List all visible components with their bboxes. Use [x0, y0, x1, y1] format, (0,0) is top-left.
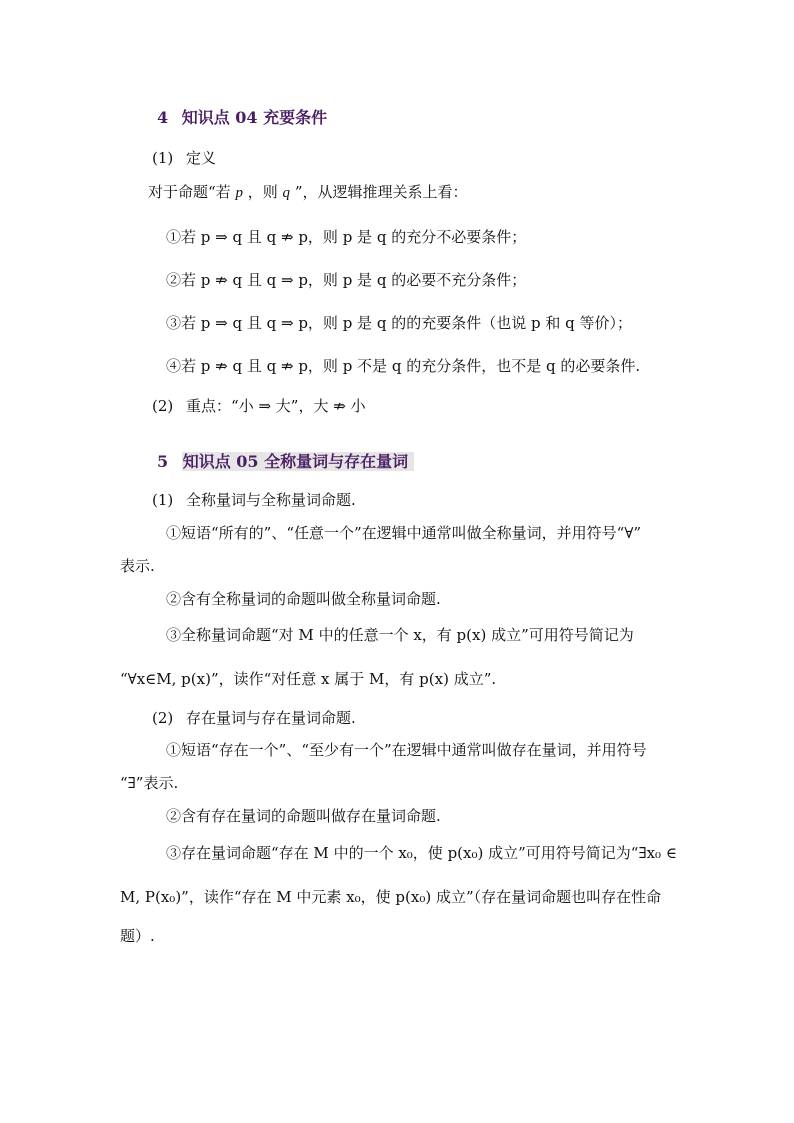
var-p: p: [235, 185, 243, 201]
s4-part2-label: (2): [152, 397, 174, 415]
s5-part2-label: (2): [152, 709, 174, 727]
s5-p2-item3-line1: ③存在量词命题“存在 M 中的一个 x₀，使 p(x₀) 成立”可用符号简记为“∃x₀ ∈: [166, 844, 677, 862]
s4-part1-text: 定义: [186, 149, 217, 167]
s5-p2-item1-line2: “∃”表示.: [120, 774, 179, 792]
s4-item-1: ①若 p ⇒ q 且 q ⇏ p，则 p 是 q 的充分不必要条件；: [166, 228, 527, 246]
s4-intro: [148, 182, 467, 203]
s4-part2: [152, 396, 366, 416]
s5-part1-label: (1): [152, 491, 174, 509]
s4-intro-c: ”，从逻辑推理关系上看：: [294, 183, 468, 201]
s4-intro-b: ，则: [247, 183, 278, 201]
s5-p1-item3-line1: ③全称量词命题“对 M 中的任意一个 x，有 p(x) 成立”可用符号简记为: [166, 626, 634, 644]
section-4-title: 知识点 04 充要条件: [181, 108, 328, 127]
s5-p1-item1-line1: ①短语“所有的”、“任意一个”在逻辑中通常叫做全称量词，并用符号“∀”: [166, 524, 642, 542]
section-5-heading: [157, 452, 414, 472]
section-4-heading: [157, 108, 327, 128]
s5-p1-item3-line2: “∀x∈M, p(x)”，读作“对任意 x 属于 M，有 p(x) 成立”.: [120, 670, 497, 688]
s4-part1: [152, 148, 216, 168]
s5-part2: [152, 708, 356, 728]
section-5-number: 5: [157, 452, 169, 471]
section-5-title: 知识点 05 全称量词与存在量词: [182, 452, 414, 471]
s4-item-2: ②若 p ⇏ q 且 q ⇒ p，则 p 是 q 的必要不充分条件；: [166, 271, 527, 289]
s5-part1-text: 全称量词与全称量词命题.: [186, 491, 356, 509]
s5-p2-item2: ②含有存在量词的命题叫做存在量词命题.: [166, 807, 441, 825]
s4-part2-text: 重点：“小 ⇒ 大”，大 ⇏ 小: [186, 397, 366, 415]
s5-p2-item1-line1: ①短语“存在一个”、“至少有一个”在逻辑中通常叫做存在量词，并用符号: [166, 741, 647, 759]
s5-part1: [152, 490, 356, 510]
var-q: q: [282, 185, 291, 201]
s5-p2-item3-line3: 题）.: [120, 927, 155, 945]
s4-item-4: ④若 p ⇏ q 且 q ⇏ p，则 p 不是 q 的充分条件，也不是 q 的必要条件.: [166, 357, 641, 375]
s4-part1-label: (1): [152, 149, 174, 167]
s5-p1-item2: ②含有全称量词的命题叫做全称量词命题.: [166, 590, 441, 608]
s5-p2-item3-line2: M, P(x₀)”，读作“存在 M 中元素 x₀，使 p(x₀) 成立”（存在量词命题也叫存在性命: [120, 888, 662, 906]
section-4-number: 4: [157, 108, 169, 127]
s4-item-3: ③若 p ⇒ q 且 q ⇒ p，则 p 是 q 的的充要条件（也说 p 和 q 等价）；: [166, 314, 632, 332]
s5-p1-item1-line2: 表示.: [120, 557, 155, 575]
s4-intro-a: 对于命题“若: [148, 183, 231, 201]
s5-part2-text: 存在量词与存在量词命题.: [186, 709, 356, 727]
